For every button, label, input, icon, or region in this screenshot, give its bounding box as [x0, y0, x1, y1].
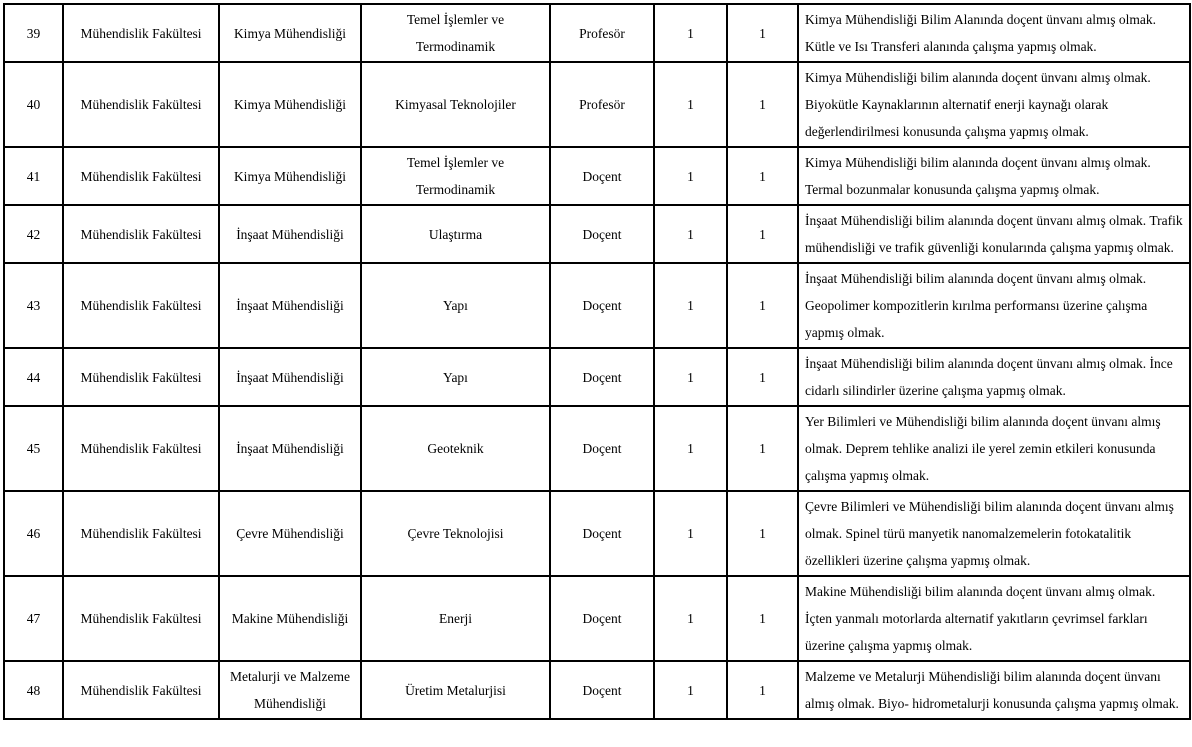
table-row	[4, 661, 1190, 719]
cell-count-1: 1	[654, 406, 727, 491]
cell-count-1: 1	[654, 147, 727, 205]
cell-count-2: 1	[727, 576, 798, 661]
cell-count-1: 1	[654, 62, 727, 147]
table-row	[4, 4, 1190, 62]
cell-count-1: 1	[654, 348, 727, 406]
table-row	[4, 406, 1190, 491]
cell-row-number: 45	[4, 406, 63, 491]
cell-field: Geoteknik	[361, 406, 550, 491]
cell-description: Kimya Mühendisliği bilim alanında doçent ünvanı almış olmak. Termal bozunmalar konusunda çalışma yapmış olmak.	[798, 147, 1190, 205]
cell-field: Üretim Metalurjisi	[361, 661, 550, 719]
table-row	[4, 263, 1190, 348]
cell-description: Kimya Mühendisliği Bilim Alanında doçent ünvanı almış olmak. Kütle ve Isı Transferi alanında çalışma yapmış olmak.	[798, 4, 1190, 62]
cell-faculty: Mühendislik Fakültesi	[63, 406, 219, 491]
cell-department: İnşaat Mühendisliği	[219, 348, 361, 406]
cell-faculty: Mühendislik Fakültesi	[63, 62, 219, 147]
cell-department: İnşaat Mühendisliği	[219, 263, 361, 348]
cell-faculty: Mühendislik Fakültesi	[63, 4, 219, 62]
cell-title: Profesör	[550, 4, 654, 62]
table-row	[4, 576, 1190, 661]
cell-faculty: Mühendislik Fakültesi	[63, 661, 219, 719]
cell-department: Kimya Mühendisliği	[219, 62, 361, 147]
cell-faculty: Mühendislik Fakültesi	[63, 576, 219, 661]
cell-description: Kimya Mühendisliği bilim alanında doçent ünvanı almış olmak. Biyokütle Kaynaklarının alternatif enerji kaynağı olarak değerlendirilmesi konusunda çalışma yapmış olmak.	[798, 62, 1190, 147]
cell-field: Ulaştırma	[361, 205, 550, 263]
cell-count-2: 1	[727, 661, 798, 719]
table-row	[4, 491, 1190, 576]
cell-department: İnşaat Mühendisliği	[219, 406, 361, 491]
cell-faculty: Mühendislik Fakültesi	[63, 263, 219, 348]
cell-field: Kimyasal Teknolojiler	[361, 62, 550, 147]
cell-department: Metalurji ve Malzeme Mühendisliği	[219, 661, 361, 719]
table-row	[4, 205, 1190, 263]
table-row	[4, 348, 1190, 406]
cell-department: İnşaat Mühendisliği	[219, 205, 361, 263]
cell-faculty: Mühendislik Fakültesi	[63, 348, 219, 406]
cell-count-1: 1	[654, 491, 727, 576]
cell-field: Enerji	[361, 576, 550, 661]
cell-count-2: 1	[727, 263, 798, 348]
cell-title: Doçent	[550, 661, 654, 719]
table-row	[4, 62, 1190, 147]
cell-faculty: Mühendislik Fakültesi	[63, 147, 219, 205]
cell-title: Profesör	[550, 62, 654, 147]
cell-field: Temel İşlemler ve Termodinamik	[361, 4, 550, 62]
cell-description: Makine Mühendisliği bilim alanında doçent ünvanı almış olmak. İçten yanmalı motorlarda alternatif yakıtların çevrimsel farkları üzerine çalışma yapmış olmak.	[798, 576, 1190, 661]
cell-count-2: 1	[727, 348, 798, 406]
cell-row-number: 46	[4, 491, 63, 576]
table-body	[4, 4, 1190, 719]
cell-row-number: 47	[4, 576, 63, 661]
vacancy-table	[3, 3, 1191, 720]
cell-title: Doçent	[550, 491, 654, 576]
cell-count-1: 1	[654, 263, 727, 348]
cell-department: Kimya Mühendisliği	[219, 147, 361, 205]
cell-count-2: 1	[727, 4, 798, 62]
cell-title: Doçent	[550, 348, 654, 406]
cell-count-2: 1	[727, 491, 798, 576]
cell-faculty: Mühendislik Fakültesi	[63, 491, 219, 576]
cell-row-number: 44	[4, 348, 63, 406]
cell-field: Temel İşlemler ve Termodinamik	[361, 147, 550, 205]
cell-description: İnşaat Mühendisliği bilim alanında doçent ünvanı almış olmak. İnce cidarlı silindirler üzerine çalışma yapmış olmak.	[798, 348, 1190, 406]
cell-row-number: 42	[4, 205, 63, 263]
cell-row-number: 48	[4, 661, 63, 719]
cell-count-1: 1	[654, 4, 727, 62]
cell-description: İnşaat Mühendisliği bilim alanında doçent ünvanı almış olmak. Trafik mühendisliği ve trafik güvenliği konularında çalışma yapmış olmak.	[798, 205, 1190, 263]
cell-description: Yer Bilimleri ve Mühendisliği bilim alanında doçent ünvanı almış olmak. Deprem tehlike analizi ile yerel zemin etkileri konusunda çalışma yapmış olmak.	[798, 406, 1190, 491]
cell-title: Doçent	[550, 406, 654, 491]
cell-description: Çevre Bilimleri ve Mühendisliği bilim alanında doçent ünvanı almış olmak. Spinel türü manyetik nanomalzemelerin fotokatalitik özellikleri üzerine çalışma yapmış olmak.	[798, 491, 1190, 576]
cell-count-1: 1	[654, 205, 727, 263]
cell-department: Makine Mühendisliği	[219, 576, 361, 661]
cell-count-2: 1	[727, 406, 798, 491]
cell-field: Yapı	[361, 348, 550, 406]
cell-count-1: 1	[654, 661, 727, 719]
cell-field: Yapı	[361, 263, 550, 348]
cell-title: Doçent	[550, 576, 654, 661]
cell-department: Kimya Mühendisliği	[219, 4, 361, 62]
cell-row-number: 43	[4, 263, 63, 348]
cell-count-1: 1	[654, 576, 727, 661]
cell-field: Çevre Teknolojisi	[361, 491, 550, 576]
cell-count-2: 1	[727, 205, 798, 263]
cell-title: Doçent	[550, 263, 654, 348]
cell-faculty: Mühendislik Fakültesi	[63, 205, 219, 263]
cell-description: İnşaat Mühendisliği bilim alanında doçent ünvanı almış olmak. Geopolimer kompozitlerin kırılma performansı üzerine çalışma yapmış olmak.	[798, 263, 1190, 348]
cell-row-number: 41	[4, 147, 63, 205]
cell-description: Malzeme ve Metalurji Mühendisliği bilim alanında doçent ünvanı almış olmak. Biyo- hidrometalurji konusunda çalışma yapmış olmak.	[798, 661, 1190, 719]
cell-title: Doçent	[550, 205, 654, 263]
table-row	[4, 147, 1190, 205]
cell-row-number: 39	[4, 4, 63, 62]
cell-title: Doçent	[550, 147, 654, 205]
cell-department: Çevre Mühendisliği	[219, 491, 361, 576]
cell-count-2: 1	[727, 147, 798, 205]
cell-row-number: 40	[4, 62, 63, 147]
cell-count-2: 1	[727, 62, 798, 147]
